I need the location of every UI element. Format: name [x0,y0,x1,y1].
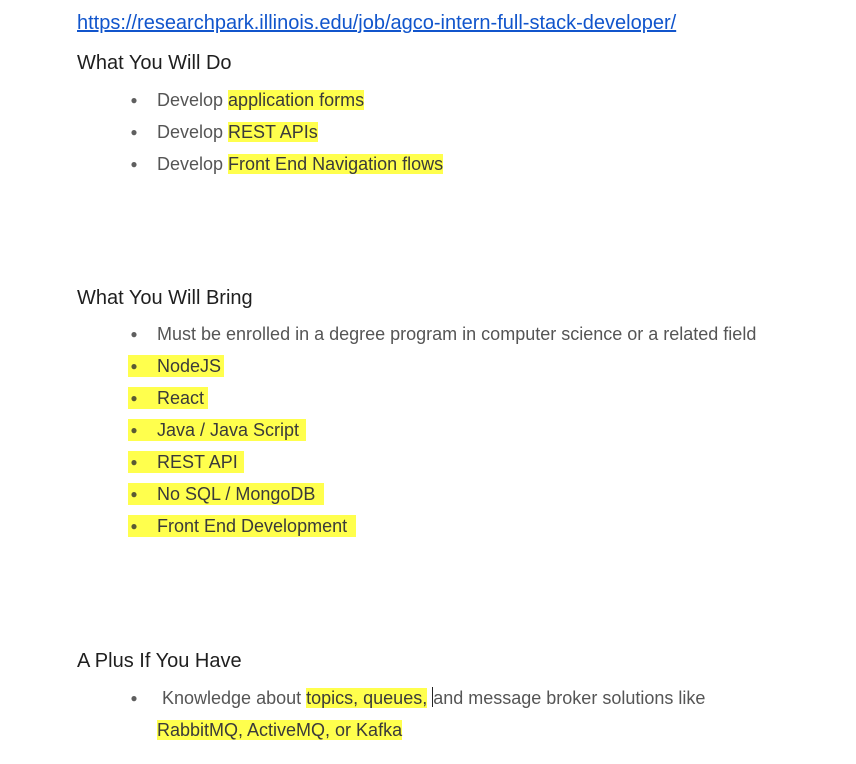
bullet-icon: ● [130,359,138,373]
item-text: Must be enrolled in a degree program in computer science or a related field [157,324,757,344]
bullet-icon: ● [130,327,138,341]
item-trail: nd message broker solutions like [443,688,706,708]
item-trail-first: a [433,688,444,708]
bullet-icon: ● [130,125,138,139]
bullet-icon: ● [130,423,138,437]
item-lead: Develop [157,154,229,174]
item-lead: Develop [157,122,229,142]
bullet-icon: ● [130,93,138,107]
bullet-icon: ● [130,157,138,171]
heading-what-you-will-do: What You Will Do [77,52,232,74]
item-text: REST API [157,452,238,472]
item-text: React [157,388,205,408]
item-lead: Knowledge about [162,688,307,708]
item-highlight: REST APIs [228,122,318,142]
item-highlight: Front End Navigation flows [228,154,444,174]
item-text: Java / Java Script [157,420,300,440]
heading-a-plus-if-you-have: A Plus If You Have [77,650,242,672]
bullet-icon: ● [130,691,138,705]
bullet-icon: ● [130,455,138,469]
bullet-icon: ● [130,519,138,533]
item-continuation: RabbitMQ, ActiveMQ, or Kafka [157,720,403,740]
item-lead: Develop [157,90,229,110]
item-text: No SQL / MongoDB [157,484,316,504]
job-link[interactable]: https://researchpark.illinois.edu/job/agco-intern-full-stack-developer/ [77,12,677,34]
heading-what-you-will-bring: What You Will Bring [77,287,253,309]
item-highlight: topics, queues, [306,688,428,708]
bullet-icon: ● [130,391,138,405]
item-text: Front End Development [157,516,348,536]
item-highlight: application forms [228,90,365,110]
item-text: NodeJS [157,356,222,376]
bullet-icon: ● [130,487,138,501]
